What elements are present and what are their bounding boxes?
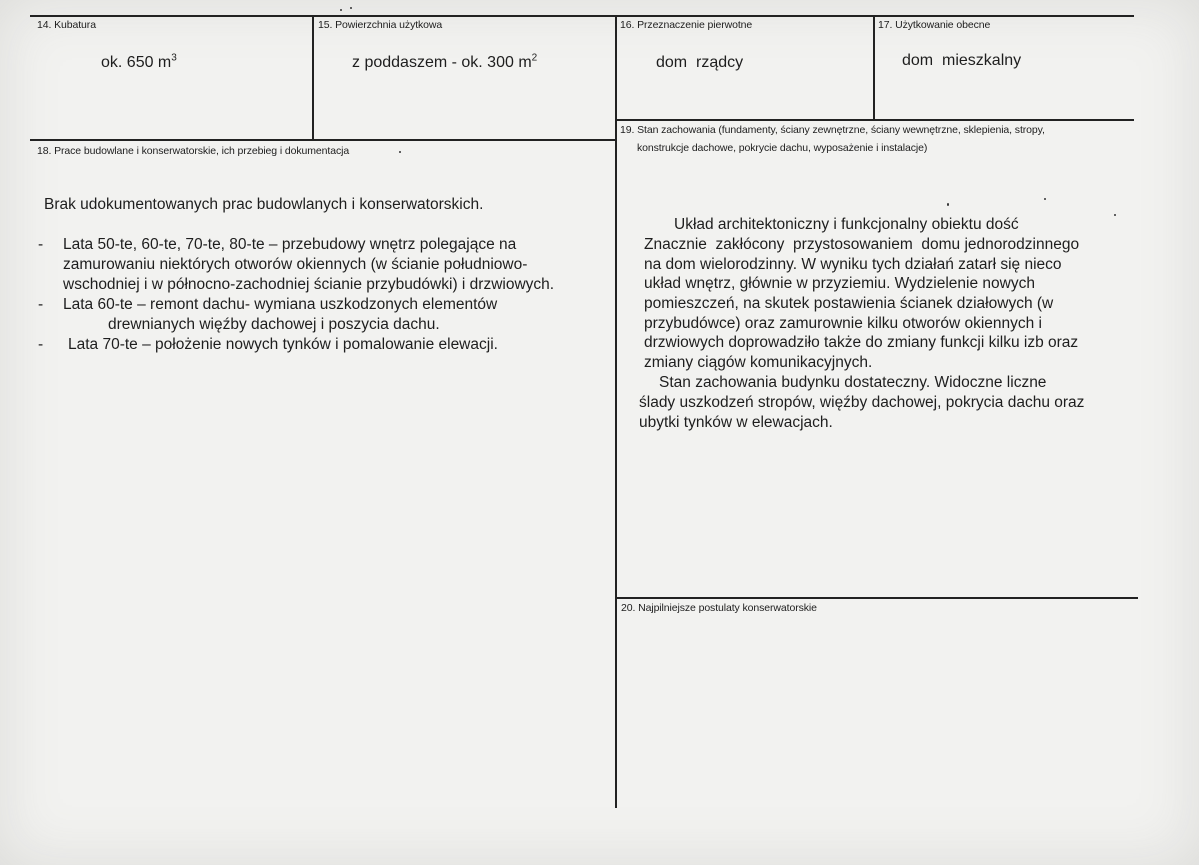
field-18-item-3-line-1: Lata 70-te – położenie nowych tynków i pomalowanie elewacji.	[68, 336, 498, 353]
paper-speck	[1044, 198, 1046, 200]
field-14-value-exponent: 3	[171, 52, 177, 64]
field-18-item-2-line-2: drewnianych więźby dachowej i poszycia dachu.	[108, 316, 440, 333]
field-19-line-1: Układ architektoniczny i funkcjonalny obiektu dość	[674, 216, 1019, 233]
field-18-item-3-bullet: -	[38, 336, 44, 353]
field-15-value-text: z poddaszem - ok. 300 m	[352, 54, 532, 71]
paper-speck	[340, 9, 342, 11]
rule-above-18	[30, 139, 616, 141]
rule-above-20	[615, 597, 1138, 599]
field-15-label: 15. Powierzchnia użytkowa	[318, 19, 443, 31]
divider-14-15	[312, 15, 314, 140]
paper-speck	[350, 7, 352, 9]
field-19-line-6: przybudówce) oraz zamurownie kilku otworów okiennych i	[644, 315, 1043, 332]
field-18-intro: Brak udokumentowanych prac budowlanych i konserwatorskich.	[44, 196, 484, 213]
field-17-value: dom mieszkalny	[902, 52, 1022, 69]
field-16-value: dom rządcy	[656, 54, 744, 71]
field-14-value-text: ok. 650 m	[101, 54, 172, 71]
rule-above-19	[615, 119, 1134, 121]
divider-16-17	[873, 15, 875, 121]
field-18-item-1-line-3: wschodniej i w północno-zachodniej ścianie przybudówki) i drzwiowych.	[63, 276, 555, 293]
paper-speck	[1114, 214, 1116, 216]
field-19-line-4: układ wnętrz, głównie w przyziemiu. Wydzielenie nowych	[644, 275, 1035, 292]
field-17-label: 17. Użytkowanie obecne	[878, 19, 991, 31]
paper-speck	[399, 151, 401, 153]
paper-speck	[947, 203, 949, 206]
field-15-value	[352, 53, 537, 73]
field-19-line-2: Znacznie zakłócony przystosowaniem domu jednorodzinnego	[644, 236, 1080, 253]
field-19-label-line-2: konstrukcje dachowe, pokrycie dachu, wyposażenie i instalacje)	[637, 142, 928, 154]
field-20-label: 20. Najpilniejsze postulaty konserwatorskie	[621, 602, 817, 614]
field-15-value-exponent: 2	[531, 52, 538, 64]
top-rule	[30, 15, 1134, 17]
field-18-item-1-line-1: Lata 50-te, 60-te, 70-te, 80-te – przebudowy wnętrz polegające na	[63, 236, 517, 253]
field-18-item-1-line-2: zamurowaniu niektórych otworów okiennych (w ścianie południowo-	[63, 256, 528, 273]
field-19-line-10: ślady uszkodzeń stropów, więźby dachowej, pokrycia dachu oraz	[639, 394, 1085, 411]
field-18-item-1-bullet: -	[38, 236, 44, 253]
field-18-item-2-bullet: -	[38, 296, 44, 313]
field-14-value	[101, 53, 177, 73]
field-19-line-8: zmiany ciągów komunikacyjnych.	[644, 354, 873, 371]
field-18-item-2-line-1: Lata 60-te – remont dachu- wymiana uszkodzonych elementów	[63, 296, 498, 313]
divider-center	[615, 15, 617, 808]
field-19-label-line-1: 19. Stan zachowania (fundamenty, ściany zewnętrzne, ściany wewnętrzne, sklepienia, stropy,	[620, 124, 1045, 136]
field-14-label: 14. Kubatura	[37, 19, 96, 31]
field-19-line-9: Stan zachowania budynku dostateczny. Widoczne liczne	[659, 374, 1047, 391]
field-19-line-3: na dom wielorodzinny. W wyniku tych działań zatarł się nieco	[644, 256, 1062, 273]
field-19-line-7: drzwiowych doprowadziło także do zmiany funkcji kilku izb oraz	[644, 334, 1079, 351]
field-19-line-5: pomieszczeń, na skutek postawienia ścianek działowych (w	[644, 295, 1054, 312]
field-16-label: 16. Przeznaczenie pierwotne	[620, 19, 753, 31]
field-19-line-11: ubytki tynków w elewacjach.	[639, 414, 833, 431]
field-18-label: 18. Prace budowlane i konserwatorskie, ich przebieg i dokumentacja	[37, 145, 350, 157]
